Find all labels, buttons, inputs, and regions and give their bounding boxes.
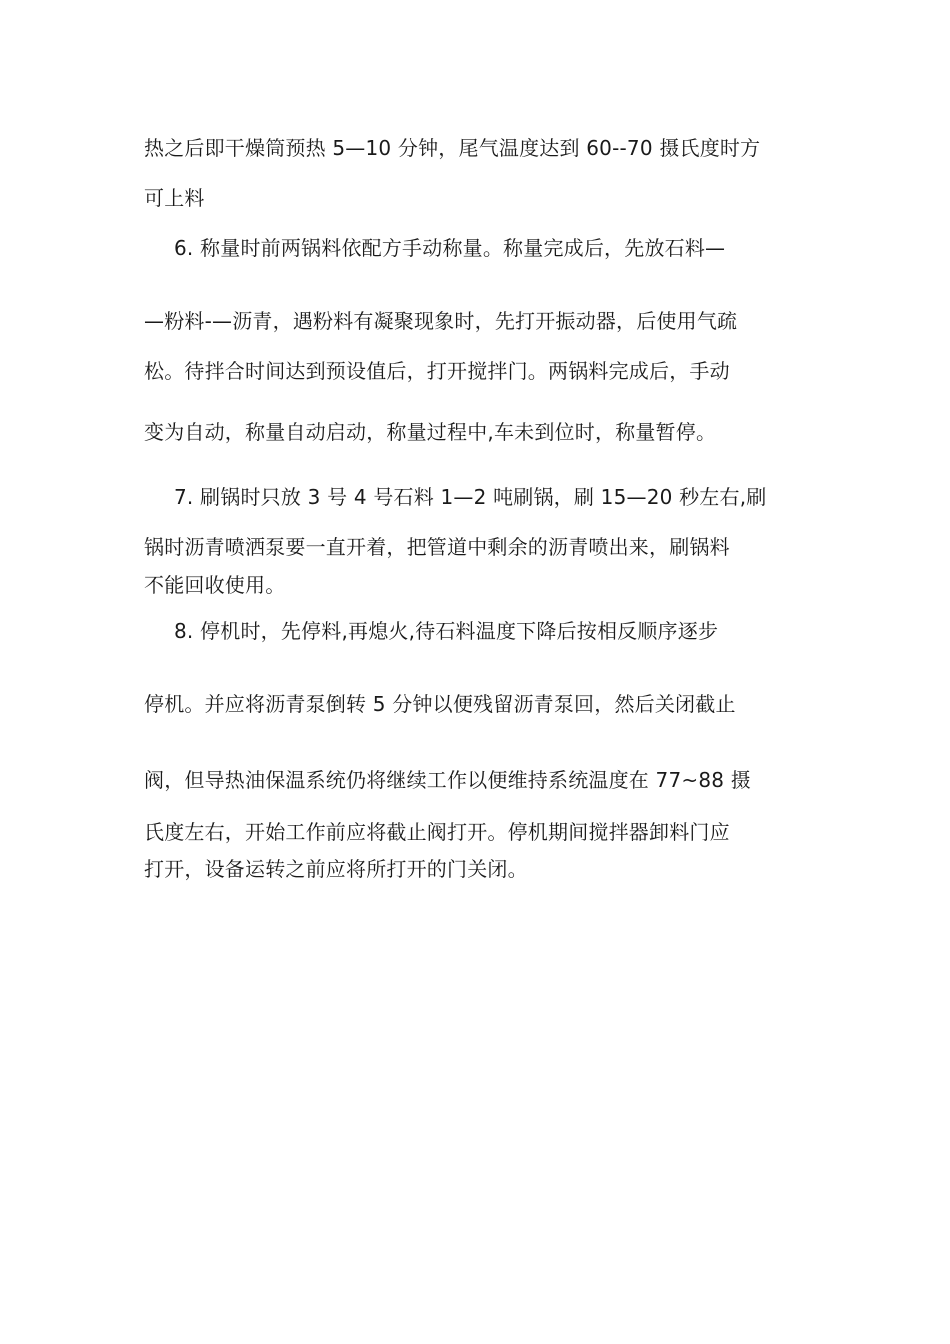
text-line: 打开，设备运转之前应将所打开的门关闭。 <box>144 857 528 881</box>
text-line: 可上料 <box>144 186 205 210</box>
text-line: 氏度左右，开始工作前应将截止阀打开。停机期间搅拌器卸料门应 <box>144 820 730 844</box>
list-item-7: 7. 刷锅时只放 3 号 4 号石料 1—2 吨刷锅，刷 15—20 秒左右,刷 <box>174 485 767 509</box>
text-line: 热之后即干燥筒预热 5—10 分钟，尾气温度达到 60--70 摄氏度时方 <box>144 136 761 160</box>
text-line: 停机。并应将沥青泵倒转 5 分钟以便残留沥青泵回，然后关闭截止 <box>144 692 736 716</box>
list-item-8: 8. 停机时，先停料,再熄火,待石料温度下降后按相反顺序逐步 <box>174 619 719 643</box>
text-line: 松。待拌合时间达到预设值后，打开搅拌门。两锅料完成后，手动 <box>144 359 730 383</box>
text-line: 锅时沥青喷洒泵要一直开着，把管道中剩余的沥青喷出来，刷锅料 <box>144 535 730 559</box>
list-item-6: 6. 称量时前两锅料依配方手动称量。称量完成后，先放石料— <box>174 236 726 260</box>
text-line: 不能回收使用。 <box>144 573 286 597</box>
text-line: —粉料-—沥青，遇粉料有凝聚现象时，先打开振动器，后使用气疏 <box>144 309 738 333</box>
text-line: 阀，但导热油保温系统仍将继续工作以便维持系统温度在 77~88 摄 <box>144 768 751 792</box>
text-line: 变为自动，称量自动启动，称量过程中,车未到位时，称量暂停。 <box>144 420 717 444</box>
